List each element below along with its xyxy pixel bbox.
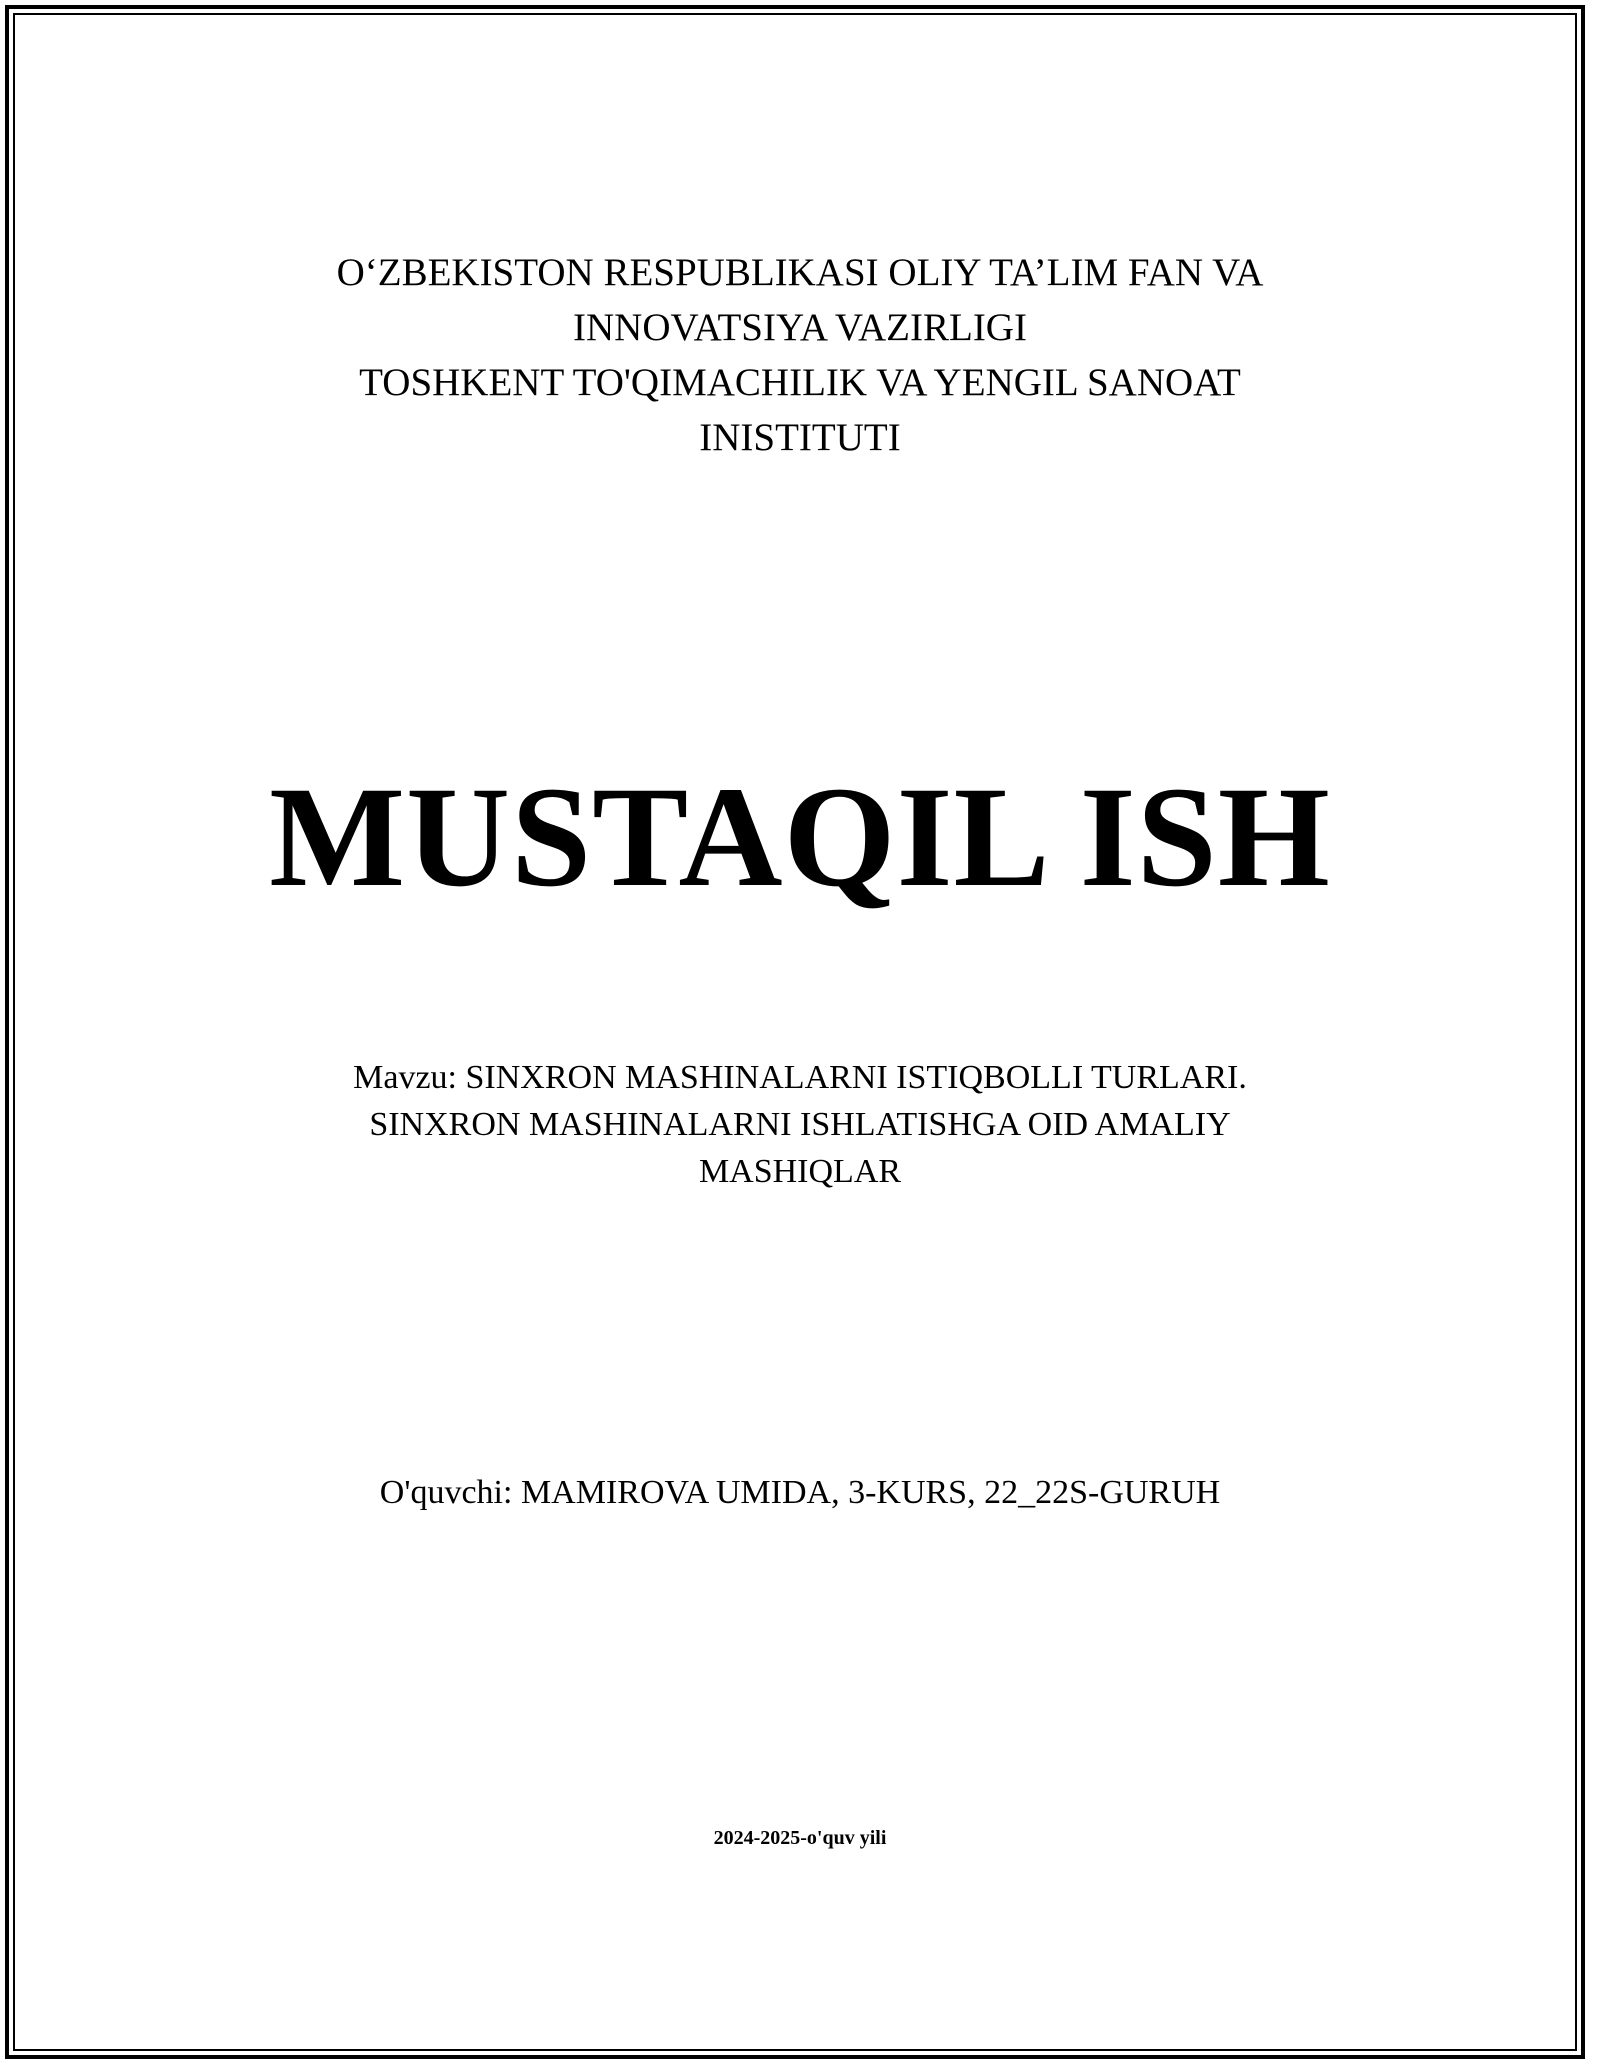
topic-line-1: Mavzu: SINXRON MASHINALARNI ISTIQBOLLI TURLARI. [353,1059,1247,1096]
ministry-line-3: TOSHKENT TO'QIMACHILIK VA YENGIL SANOAT [359,361,1241,404]
ministry-line-4: INISTITUTI [699,416,901,459]
ministry-header [0,245,1600,465]
document-title: MUSTAQIL ISH [269,758,1331,917]
ministry-line-1: O‘ZBEKISTON RESPUBLIKASI OLIY TA’LIM FAN VA [336,251,1264,294]
topic-line-3: MASHIQLAR [698,1153,902,1190]
student-info: O'quvchi: MAMIROVA UMIDA, 3-KURS, 22_22S-GURUH [379,1474,1221,1511]
ministry-line-2: INNOVATSIYA VAZIRLIGI [573,306,1027,349]
academic-year: 2024-2025-o'quv yili [713,1827,887,1849]
topic-block [0,1054,1600,1195]
topic-line-2: SINXRON MASHINALARNI ISHLATISHGA OID AMALIY [369,1106,1231,1143]
